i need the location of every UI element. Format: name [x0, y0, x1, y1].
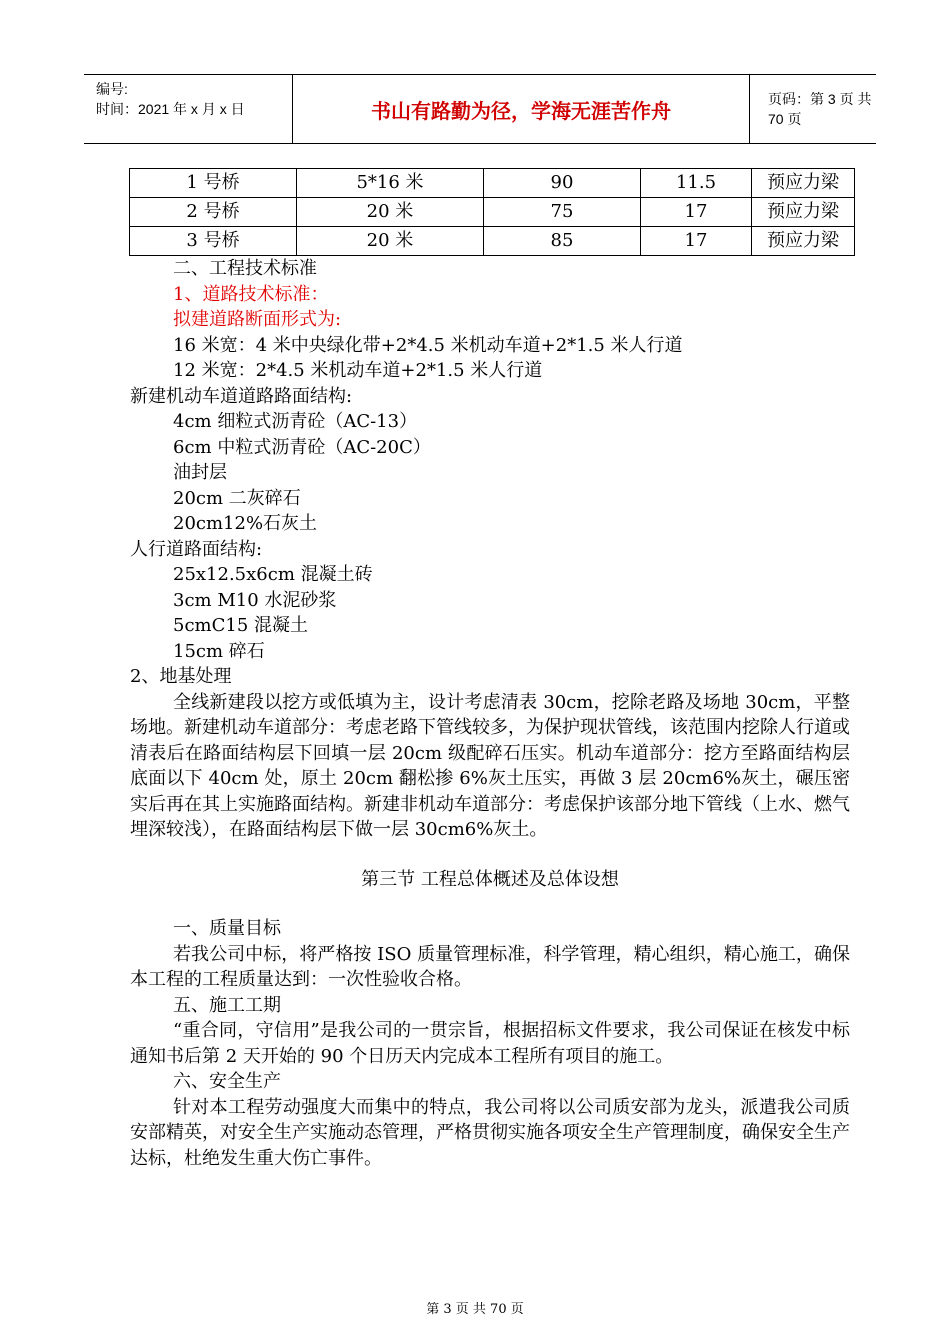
paragraph: 新建机动车道道路路面结构:	[130, 385, 353, 407]
paragraph: 12 米宽：2*4.5 米机动车道+2*1.5 米人行道	[173, 360, 543, 381]
header-motto: 书山有路勤为径，学海无涯苦作舟	[292, 75, 750, 143]
list-item: 6cm 中粒式沥青砼（AC-20C）	[173, 436, 431, 458]
table-cell: 1 号桥	[130, 169, 297, 198]
list-item: 油封层	[173, 462, 227, 483]
header-meta	[96, 79, 286, 119]
header-page-number: 页码：第 3 页 共 70 页	[768, 91, 872, 127]
table-cell: 17	[641, 198, 752, 227]
list-item: 4cm 细粒式沥青砼（AC-13）	[173, 411, 418, 432]
section-heading: 二、工程技术标准	[173, 258, 317, 279]
table-cell: 17	[641, 227, 752, 256]
section-heading: 一、质量目标	[173, 918, 281, 939]
list-item: 25x12.5x6cm 混凝土砖	[173, 564, 373, 585]
subsection-heading: 1、道路技术标准：	[173, 283, 329, 305]
table-row	[130, 169, 855, 198]
bridge-table	[129, 168, 855, 256]
table-cell: 20 米	[297, 227, 484, 256]
section-title: 第三节 工程总体概述及总体设想	[361, 868, 619, 890]
subsection-heading: 拟建道路断面形式为:	[173, 309, 342, 330]
page-header	[84, 74, 876, 144]
table-cell: 预应力梁	[752, 227, 855, 256]
paragraph: “重合同，守信用”是我公司的一贯宗旨，根据招标文件要求，我公司保证在核发中标通知书后第 2 天开始的 90 个日历天内完成本工程所有项目的施工。	[130, 1020, 850, 1067]
table-cell: 75	[484, 198, 641, 227]
document-time-label: 时间：2021 年 x 月 x 日	[96, 101, 245, 117]
paragraph: 人行道路面结构:	[130, 538, 263, 560]
paragraph: 若我公司中标，将严格按 ISO 质量管理标准，科学管理，精心组织，精心施工，确保本工程的工程质量达到：一次性验收合格。	[130, 943, 850, 990]
table-cell: 90	[484, 169, 641, 198]
table-cell: 5*16 米	[297, 169, 484, 198]
section-heading: 六、安全生产	[173, 1071, 281, 1092]
section-heading: 五、施工工期	[173, 994, 281, 1016]
table-cell: 预应力梁	[752, 169, 855, 198]
list-item: 20cm 二灰碎石	[173, 487, 301, 509]
table-row	[130, 227, 855, 256]
table-row	[130, 198, 855, 227]
paragraph: 全线新建段以挖方或低填为主，设计考虑清表 30cm，挖除老路及场地 30cm，平整场地。新建机动车道部分：考虑老路下管线较多，为保护现状管线，该范围内挖除人行道或清表后在路面结构层下回填一层 20cm 级配碎石压实。机动车道部分：挖方至路面结构层底面以下 40cm 处，原土 20cm 翻松掺 6%灰土压实，再做 3 层 20cm6%灰土，碾压密实后再在其上实施路面结构。新建非机动车道部分：考虑保护该部分地下管线（上水、燃气埋深较浅），在路面结构层下做一层 30cm6%灰土。	[130, 691, 850, 840]
page-footer: 第 3 页 共 70 页	[426, 1302, 524, 1317]
table-cell: 预应力梁	[752, 198, 855, 227]
list-item: 5cmC15 混凝土	[173, 615, 308, 636]
document-id-label: 编号:	[96, 81, 128, 97]
paragraph: 针对本工程劳动强度大而集中的特点，我公司将以公司质安部为龙头，派遣我公司质安部精英，对安全生产实施动态管理，严格贯彻实施各项安全生产管理制度，确保安全生产达标，杜绝发生重大伤亡事件。	[130, 1096, 850, 1169]
list-item: 20cm12%石灰土	[173, 513, 318, 534]
table-cell: 20 米	[297, 198, 484, 227]
table-cell: 85	[484, 227, 641, 256]
table-cell: 2 号桥	[130, 198, 297, 227]
document-body	[130, 256, 850, 1171]
section-heading: 2、地基处理	[130, 666, 232, 687]
list-item: 15cm 碎石	[173, 640, 265, 662]
paragraph: 16 米宽：4 米中央绿化带+2*4.5 米机动车道+2*1.5 米人行道	[173, 334, 683, 356]
list-item: 3cm M10 水泥砂浆	[173, 589, 337, 611]
table-cell: 11.5	[641, 169, 752, 198]
table-cell: 3 号桥	[130, 227, 297, 256]
